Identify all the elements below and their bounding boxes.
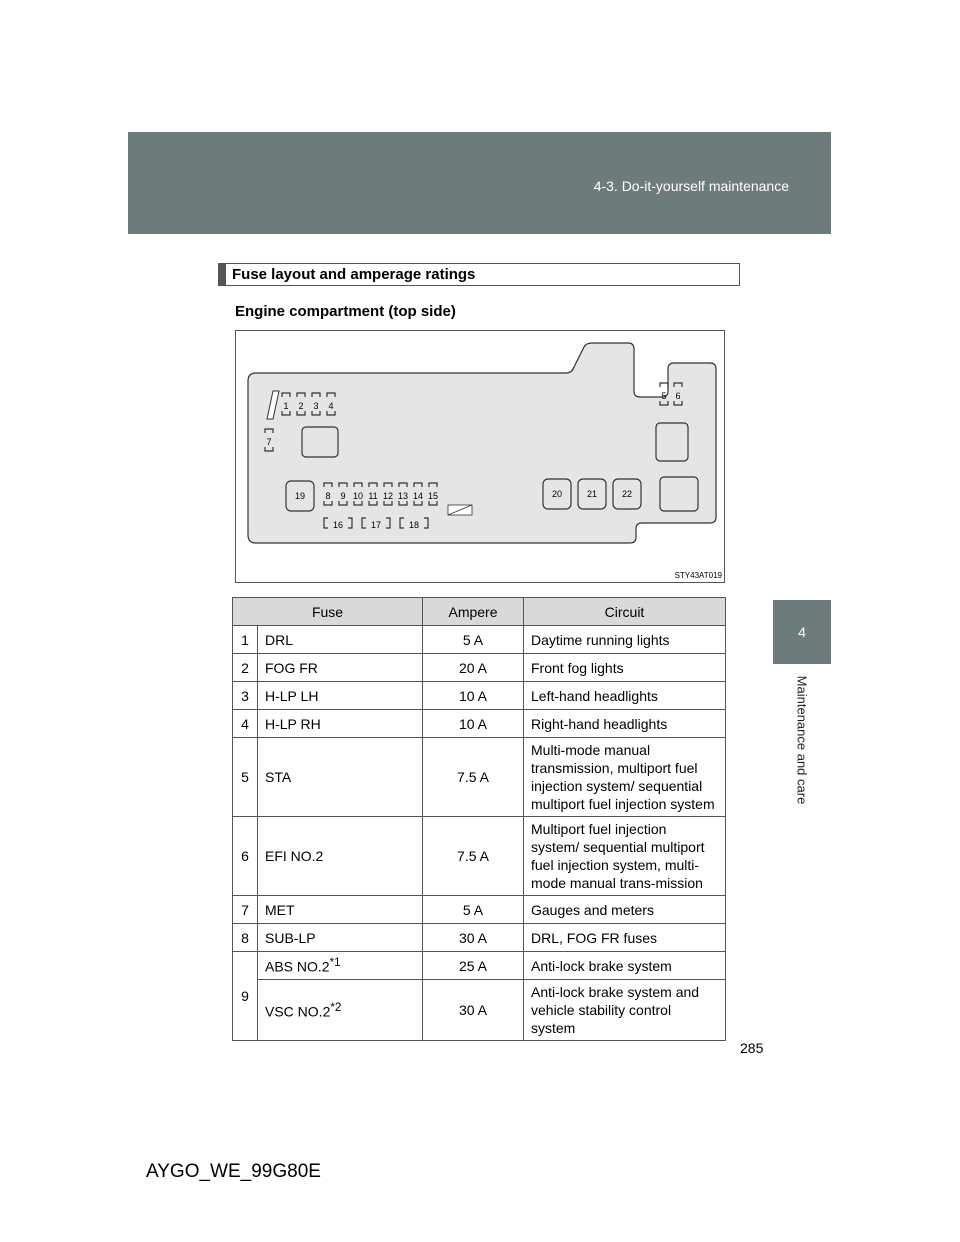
fuse-number: 9 bbox=[233, 952, 258, 1041]
fuse-label: 5 bbox=[661, 391, 667, 401]
fuse-box-svg bbox=[236, 331, 724, 582]
fuse-name: H-LP RH bbox=[258, 710, 423, 738]
fuse-label: 14 bbox=[412, 491, 424, 501]
table-row bbox=[233, 980, 726, 1041]
header-circuit: Circuit bbox=[524, 598, 726, 626]
fuse-table bbox=[232, 597, 726, 1041]
chapter-tab bbox=[773, 664, 831, 816]
fuse-label: 1 bbox=[283, 401, 289, 411]
fuse-label: 2 bbox=[298, 401, 304, 411]
fuse-circuit: DRL, FOG FR fuses bbox=[524, 924, 726, 952]
fuse-number: 3 bbox=[233, 682, 258, 710]
fuse-label: 17 bbox=[370, 520, 382, 530]
fuse-name: EFI NO.2 bbox=[258, 817, 423, 896]
fuse-label: 8 bbox=[325, 491, 331, 501]
fuse-number: 6 bbox=[233, 817, 258, 896]
fuse-ampere: 10 A bbox=[423, 710, 524, 738]
fuse-label: 19 bbox=[294, 491, 306, 501]
footnote-marker: *1 bbox=[329, 956, 341, 970]
fuse-name: DRL bbox=[258, 626, 423, 654]
fuse-name: H-LP LH bbox=[258, 682, 423, 710]
fuse-circuit: Anti-lock brake system bbox=[524, 952, 726, 980]
fuse-ampere: 5 A bbox=[423, 896, 524, 924]
fuse-circuit: Multiport fuel injection system/ sequential multiport fuel injection system, multi-mode manual trans-mission bbox=[524, 817, 726, 896]
fuse-name-text: VSC NO.2 bbox=[265, 1003, 331, 1020]
fuse-label: 21 bbox=[586, 489, 598, 499]
figure-code: STY43AT019 bbox=[674, 571, 722, 580]
fuse-ampere: 25 A bbox=[423, 952, 524, 980]
fuse-circuit: Right-hand headlights bbox=[524, 710, 726, 738]
table-row bbox=[233, 626, 726, 654]
fuse-circuit: Gauges and meters bbox=[524, 896, 726, 924]
figure-subheading: Engine compartment (top side) bbox=[235, 303, 456, 320]
footnote-marker: *2 bbox=[330, 1000, 342, 1014]
table-row bbox=[233, 896, 726, 924]
fuse-label: 22 bbox=[621, 489, 633, 499]
fuse-label: 9 bbox=[340, 491, 346, 501]
fuse-label: 4 bbox=[328, 401, 334, 411]
fuse-circuit: Left-hand headlights bbox=[524, 682, 726, 710]
section-heading: Fuse layout and amperage ratings bbox=[218, 263, 740, 286]
fuse-name: FOG FR bbox=[258, 654, 423, 682]
fuse-number: 1 bbox=[233, 626, 258, 654]
fuse-label: 13 bbox=[397, 491, 409, 501]
fuse-label: 10 bbox=[352, 491, 364, 501]
fuse-ampere: 20 A bbox=[423, 654, 524, 682]
table-row bbox=[233, 710, 726, 738]
table-row bbox=[233, 924, 726, 952]
fuse-ampere: 7.5 A bbox=[423, 817, 524, 896]
table-row bbox=[233, 817, 726, 896]
fuse-label: 15 bbox=[427, 491, 439, 501]
fuse-number: 4 bbox=[233, 710, 258, 738]
table-header-row bbox=[233, 598, 726, 626]
fuse-box-diagram bbox=[235, 330, 725, 583]
fuse-name bbox=[258, 980, 423, 1041]
fuse-label: 11 bbox=[368, 491, 378, 501]
fuse-ampere: 30 A bbox=[423, 980, 524, 1041]
fuse-number: 2 bbox=[233, 654, 258, 682]
fuse-circuit: Multi-mode manual transmission, multiport fuel injection system/ sequential multiport fuel injection system bbox=[524, 738, 726, 817]
header-fuse: Fuse bbox=[233, 598, 423, 626]
fuse-circuit: Front fog lights bbox=[524, 654, 726, 682]
fuse-label: 20 bbox=[551, 489, 563, 499]
document-code: AYGO_WE_99G80E bbox=[146, 1161, 321, 1182]
table-row bbox=[233, 738, 726, 817]
fuse-label: 16 bbox=[332, 520, 344, 530]
fuse-label: 18 bbox=[408, 520, 420, 530]
fuse-number: 5 bbox=[233, 738, 258, 817]
fuse-number: 8 bbox=[233, 924, 258, 952]
table-row bbox=[233, 682, 726, 710]
fuse-label: 12 bbox=[382, 491, 394, 501]
fuse-ampere: 7.5 A bbox=[423, 738, 524, 817]
fuse-ampere: 30 A bbox=[423, 924, 524, 952]
fuse-circuit: Anti-lock brake system and vehicle stability control system bbox=[524, 980, 726, 1041]
fuse-ampere: 5 A bbox=[423, 626, 524, 654]
fuse-name bbox=[258, 952, 423, 980]
fuse-label: 6 bbox=[675, 391, 681, 401]
fuse-number: 7 bbox=[233, 896, 258, 924]
header-ampere: Ampere bbox=[423, 598, 524, 626]
table-row bbox=[233, 952, 726, 980]
fuse-label: 7 bbox=[266, 437, 272, 447]
section-title: 4-3. Do-it-yourself maintenance bbox=[593, 178, 789, 194]
chapter-tab-title: Maintenance and care bbox=[794, 675, 810, 805]
fuse-label: 3 bbox=[313, 401, 319, 411]
chapter-tab-number: 4 bbox=[773, 600, 831, 664]
fuse-name-text: ABS NO.2 bbox=[265, 958, 330, 975]
table-row bbox=[233, 654, 726, 682]
fuse-ampere: 10 A bbox=[423, 682, 524, 710]
header-band bbox=[128, 132, 831, 234]
fuse-name: SUB-LP bbox=[258, 924, 423, 952]
page-number: 285 bbox=[740, 1040, 764, 1056]
fuse-name: STA bbox=[258, 738, 423, 817]
fuse-circuit: Daytime running lights bbox=[524, 626, 726, 654]
fuse-name: MET bbox=[258, 896, 423, 924]
